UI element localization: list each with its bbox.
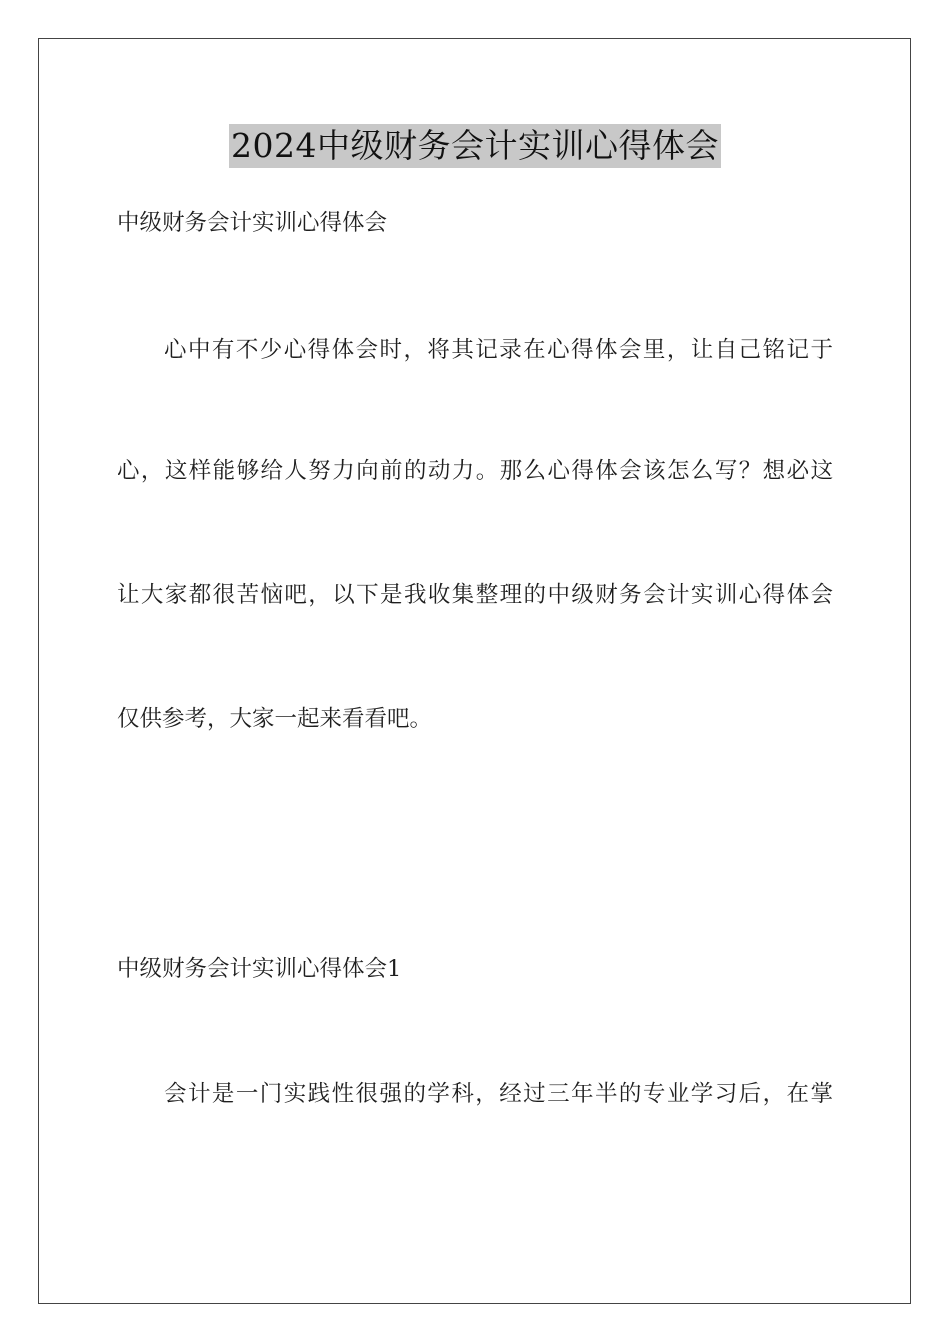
document-subtitle: 中级财务会计实训心得体会 [117,210,388,236]
paragraph-line: 心中有不少心得体会时，将其记录在心得体会里，让自己铭记于 [164,337,833,363]
paragraph-line: 心，这样能够给人努力向前的动力。那么心得体会该怎么写？想必这 [117,458,833,484]
paragraph-line: 仅供参考，大家一起来看看吧。 [117,706,433,732]
document-title: 2024中级财务会计实训心得体会 [229,124,721,168]
paragraph-line: 会计是一门实践性很强的学科，经过三年半的专业学习后，在掌 [164,1081,833,1107]
title-container [0,124,950,168]
section-heading: 中级财务会计实训心得体会1 [117,956,402,982]
paragraph-line: 让大家都很苦恼吧，以下是我收集整理的中级财务会计实训心得体会 [117,582,833,608]
